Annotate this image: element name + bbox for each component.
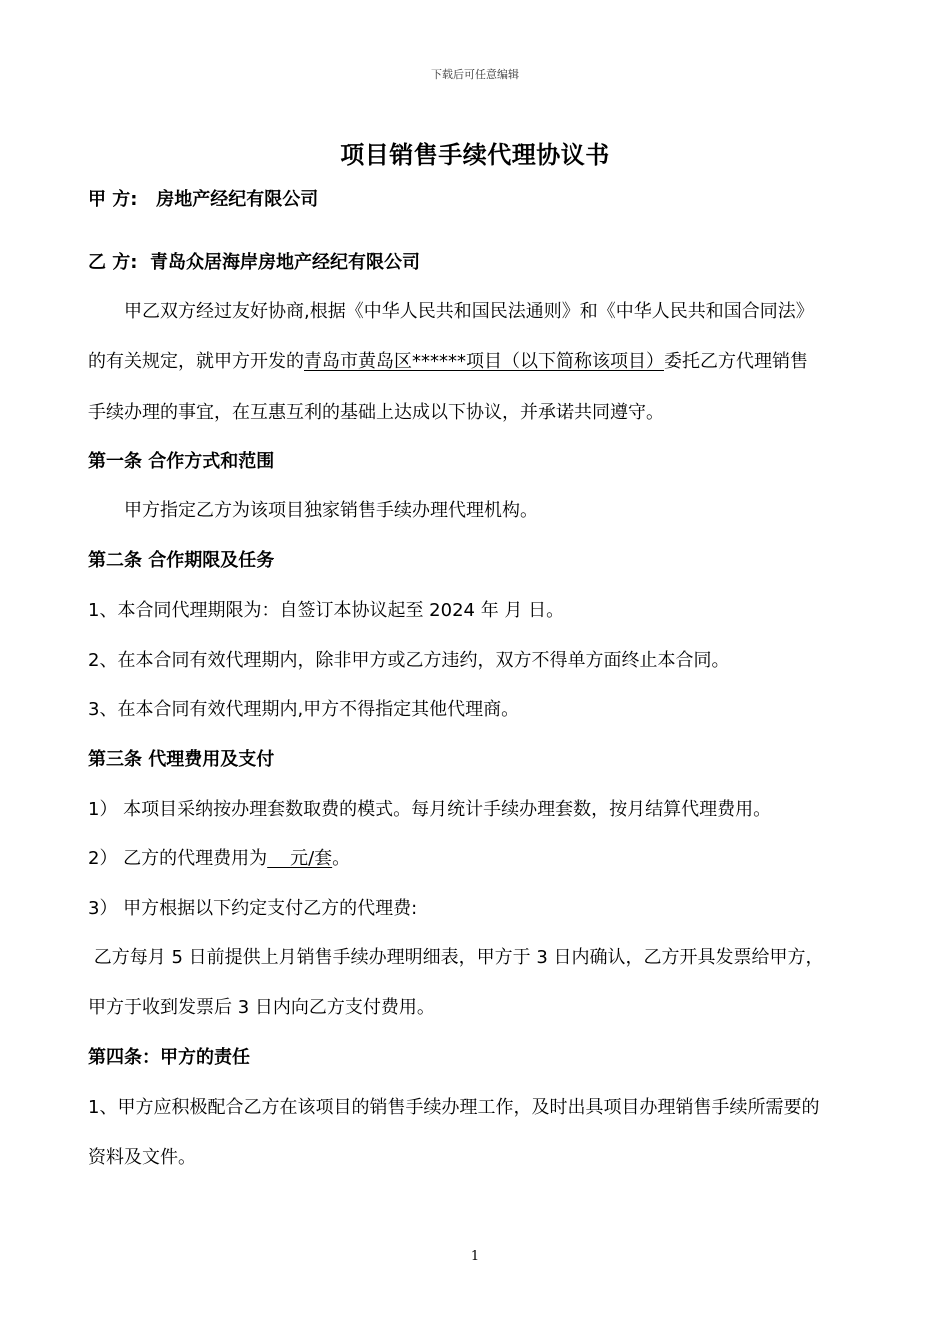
article-3-item-1: 1） 本项目采纳按办理套数取费的模式。每月统计手续办理套数，按月结算代理费用。: [88, 799, 772, 820]
document-title: 项目销售手续代理协议书: [340, 141, 610, 169]
intro-line-1: 甲乙双方经过友好协商,根据《中华人民共和国民法通则》和《中华人民共和国合同法》: [124, 301, 814, 322]
article-3-item-2: [88, 847, 350, 871]
article-3-item-2-pre: 2） 乙方的代理费用为: [88, 848, 268, 869]
page-number: 1: [470, 1249, 480, 1264]
intro-line-2: [88, 350, 808, 374]
article-3-heading: 第三条 代理费用及支付: [88, 749, 275, 770]
article-3-item-3: 3） 甲方根据以下约定支付乙方的代理费:: [88, 898, 418, 919]
party-a-label: 甲 方:: [88, 189, 138, 210]
party-b-name: 青岛众居海岸房地产经纪有限公司: [150, 252, 421, 273]
article-2-heading: 第二条 合作期限及任务: [88, 550, 275, 571]
header-note: 下载后可任意编辑: [431, 68, 519, 81]
article-4-heading: 第四条：甲方的责任: [88, 1047, 250, 1068]
article-3-detail-line-1: 乙方每月 5 日前提供上月销售手续办理明细表，甲方于 3 日内确认，乙方开具发票给甲方，: [88, 947, 824, 968]
article-2-item: 1、本合同代理期限为：自签订本协议起至 2024 年 月 日。: [88, 600, 565, 621]
party-a: [88, 188, 318, 212]
fee-blank-underlined: 元/套: [267, 848, 333, 869]
party-a-name: 房地产经纪有限公司: [156, 189, 319, 210]
article-3-detail-line-2: 甲方于收到发票后 3 日内向乙方支付费用。: [88, 997, 435, 1018]
intro-line-2-pre: 的有关规定，就甲方开发的: [88, 351, 304, 372]
intro-line-2-post: 委托乙方代理销售: [664, 351, 808, 372]
party-b: [88, 251, 420, 275]
article-2-item: 2、在本合同有效代理期内，除非甲方或乙方违约，双方不得单方面终止本合同。: [88, 650, 730, 671]
article-4-item-1-line-2: 资料及文件。: [88, 1147, 196, 1168]
article-1-heading: 第一条 合作方式和范围: [88, 451, 275, 472]
party-b-label: 乙 方:: [88, 252, 138, 273]
article-2-item: 3、在本合同有效代理期内,甲方不得指定其他代理商。: [88, 699, 520, 720]
intro-line-3: 手续办理的事宜，在互惠互利的基础上达成以下协议，并承诺共同遵守。: [88, 402, 664, 423]
article-4-item-1-line-1: 1、甲方应积极配合乙方在该项目的销售手续办理工作，及时出具项目办理销售手续所需要的: [88, 1097, 820, 1118]
article-3-item-2-post: 。: [332, 848, 351, 869]
article-1-text: 甲方指定乙方为该项目独家销售手续办理代理机构。: [124, 500, 538, 521]
project-name-underlined: 青岛市黄岛区******项目（以下简称该项目）: [304, 351, 664, 372]
